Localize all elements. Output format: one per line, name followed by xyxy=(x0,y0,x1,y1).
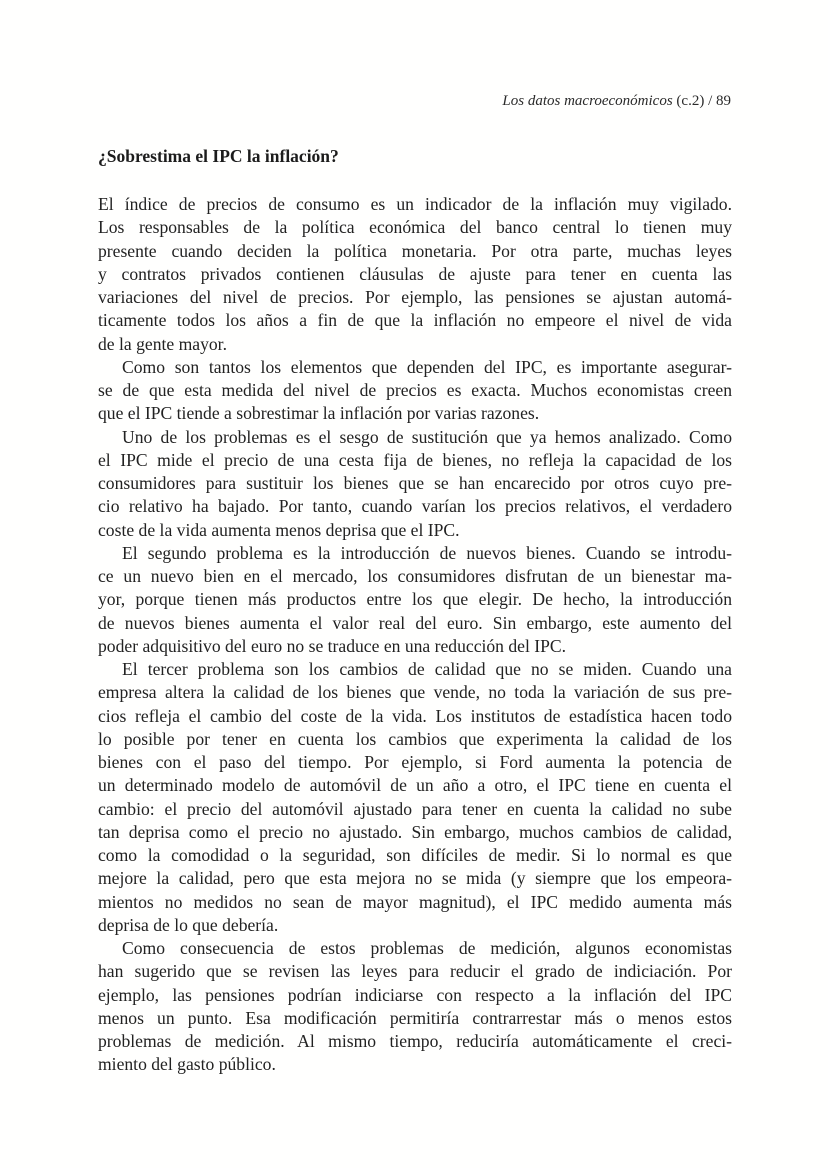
text-line: presente cuando deciden la política monetaria. Por otra parte, muchas leyes xyxy=(98,240,732,261)
text-line: consumidores para sustituir los bienes que se han encarecido por otros cuyo pre- xyxy=(98,473,732,493)
text-line: problemas de medición. Al mismo tiempo, reduciría automáticamente el creci- xyxy=(98,1031,732,1051)
text-line: de la gente mayor. xyxy=(98,333,227,354)
text-line: cios refleja el cambio del coste de la vida. Los institutos de estadística hacen todo xyxy=(98,705,732,726)
text-line: Como consecuencia de estos problemas de medición, algunos economistas xyxy=(122,938,732,958)
text-line: poder adquisitivo del euro no se traduce en una reducción del IPC. xyxy=(98,635,567,656)
text-line: un determinado modelo de automóvil de un año a otro, el IPC tiene en cuenta el xyxy=(98,775,732,796)
running-head xyxy=(502,93,731,110)
text-line: tan deprisa como el precio no ajustado. Sin embargo, muchos cambios de calidad, xyxy=(98,821,732,842)
text-line: de nuevos bienes aumenta el valor real del euro. Sin embargo, este aumento del xyxy=(98,612,732,633)
text-line: ejemplo, las pensiones podrían indiciarse con respecto a la inflación del IPC xyxy=(98,984,732,1005)
text-line: han sugerido que se revisen las leyes para reducir el grado de indiciación. Por xyxy=(98,961,732,982)
text-line: se de que esta medida del nivel de precios es exacta. Muchos economistas creen xyxy=(98,380,732,400)
text-line: El tercer problema son los cambios de calidad que no se miden. Cuando una xyxy=(122,659,732,679)
running-head-separator: / xyxy=(708,93,713,109)
text-line: El índice de precios de consumo es un indicador de la inflación muy vigilado. xyxy=(98,194,732,214)
text-line: cio relativo ha bajado. Por tanto, cuando varían los precios relativos, el verdadero xyxy=(98,496,732,517)
text-line: yor, porque tienen más productos entre los que elegir. De hecho, la introducción xyxy=(98,589,732,610)
text-line: mientos no medidos no sean de mayor magnitud), el IPC medido aumenta más xyxy=(98,891,732,912)
text-line: Como son tantos los elementos que dependen del IPC, es importante asegurar- xyxy=(122,356,732,377)
text-line: mejore la calidad, pero que esta mejora no se mida (y siempre que los empeora- xyxy=(98,868,732,889)
text-line: menos un punto. Esa modificación permitiría contrarrestar más o menos estos xyxy=(98,1007,732,1028)
text-line: coste de la vida aumenta menos deprisa que el IPC. xyxy=(98,519,460,540)
text-line: que el IPC tiende a sobrestimar la inflación por varias razones. xyxy=(98,403,540,424)
text-line: como la comodidad o la seguridad, son difíciles de medir. Si lo normal es que xyxy=(98,845,732,865)
running-head-chapter: (c.2) xyxy=(676,93,705,109)
text-line: el IPC mide el precio de una cesta fija de bienes, no refleja la capacidad de los xyxy=(98,449,732,470)
page-number: 89 xyxy=(716,93,731,109)
text-line: Uno de los problemas es el sesgo de sustitución que ya hemos analizado. Como xyxy=(122,426,732,447)
text-line: miento del gasto público. xyxy=(98,1054,276,1075)
text-line: bienes con el paso del tiempo. Por ejemplo, si Ford aumenta la potencia de xyxy=(98,752,732,772)
text-line: El segundo problema es la introducción de nuevos bienes. Cuando se introdu- xyxy=(122,542,732,563)
running-head-title: Los datos macroeconómicos xyxy=(502,93,673,109)
text-line: Los responsables de la política económica del banco central lo tienen muy xyxy=(98,217,732,238)
text-line: ce un nuevo bien en el mercado, los consumidores disfrutan de un bienestar ma- xyxy=(98,566,732,586)
body-text xyxy=(98,193,732,1077)
text-line: cambio: el precio del automóvil ajustado para tener en cuenta la calidad no sube xyxy=(98,798,732,819)
text-line: empresa altera la calidad de los bienes que vende, no toda la variación de sus pre- xyxy=(98,682,732,703)
section-title: ¿Sobrestima el IPC la inflación? xyxy=(98,146,339,166)
text-line: variaciones del nivel de precios. Por ejemplo, las pensiones se ajustan automá- xyxy=(98,287,732,307)
text-line: y contratos privados contienen cláusulas de ajuste para tener en cuenta las xyxy=(98,263,732,284)
text-line: deprisa de lo que debería. xyxy=(98,914,279,935)
text-line: ticamente todos los años a fin de que la inflación no empeore el nivel de vida xyxy=(98,310,732,331)
text-line: lo posible por tener en cuenta los cambios que experimenta la calidad de los xyxy=(98,728,732,749)
